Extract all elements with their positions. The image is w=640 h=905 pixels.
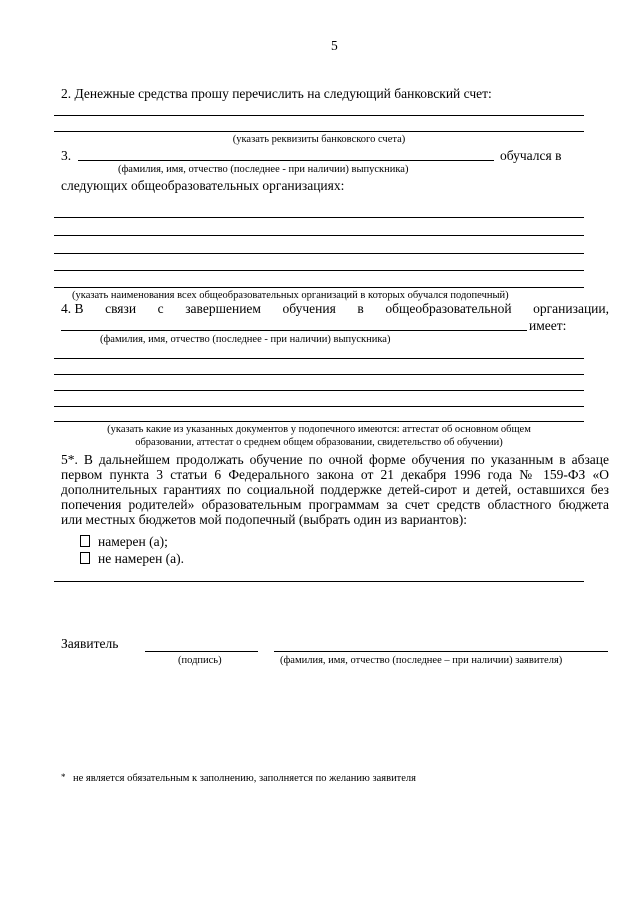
item4-word: общеобразовательной	[385, 301, 512, 316]
item2-blank-line-2[interactable]	[54, 131, 584, 132]
item5-option-intend[interactable]	[80, 534, 168, 550]
item4-word: в	[357, 301, 364, 316]
signature-name-caption: (фамилия, имя, отчество (последнее – при наличии) заявителя)	[280, 655, 563, 666]
item4-blank-line-4[interactable]	[54, 406, 584, 407]
item5-option-intend-label: намерен (а);	[98, 534, 168, 549]
item5-line: первом пункта 3 статьи 6 Федерального закона от 21 декабря 1996 года № 159-ФЗ «О	[61, 467, 609, 482]
item2-text: 2. Денежные средства прошу перечислить на следующий банковский счет:	[61, 86, 492, 101]
item4-name-caption: (фамилия, имя, отчество (последнее - при наличии) выпускника)	[100, 334, 391, 345]
checkbox-icon[interactable]	[80, 535, 90, 547]
item2-caption: (указать реквизиты банковского счета)	[232, 134, 406, 145]
item4-word: организации,	[533, 301, 609, 316]
item3-number: 3.	[61, 148, 72, 163]
footnote-text: не является обязательным к заполнению, заполняется по желанию заявителя	[73, 773, 417, 784]
item4-docs-caption-2: образовании, аттестат о среднем общем образовании, свидетельство об обучении)	[135, 437, 503, 448]
item4-suffix: имеет:	[529, 318, 567, 333]
item4-word: завершением	[185, 301, 261, 316]
signature-sign-line[interactable]	[145, 651, 258, 652]
checkbox-icon[interactable]	[80, 552, 90, 564]
item5-line: или местных бюджетов мой подопечный (выбрать один из вариантов):	[61, 512, 467, 527]
item3-blank-line-3[interactable]	[54, 253, 584, 254]
item3-blank-line-4[interactable]	[54, 270, 584, 271]
item2-blank-line-1[interactable]	[54, 115, 584, 116]
signature-name-line[interactable]	[274, 651, 608, 652]
item3-blank-line-1[interactable]	[54, 217, 584, 218]
item4-blank-line-2[interactable]	[54, 374, 584, 375]
item4-word: 4. В	[61, 301, 84, 316]
item3-name-line[interactable]	[78, 160, 494, 161]
item3-orgs-caption: (указать наименования всех общеобразовательных организаций в которых обучался подопечный)	[72, 290, 509, 301]
item3-blank-line-2[interactable]	[54, 235, 584, 236]
item4-first-line	[61, 301, 609, 317]
item5-line: попечения родителей» образовательным программам за счет средств областного бюджета	[61, 497, 609, 512]
item4-blank-line-3[interactable]	[54, 390, 584, 391]
item4-word: обучения	[282, 301, 336, 316]
item4-word: с	[157, 301, 164, 316]
item5-option-not-intend-label: не намерен (а).	[98, 551, 185, 566]
item5-option-not-intend[interactable]	[80, 551, 184, 567]
item3-blank-line-5[interactable]	[54, 287, 584, 288]
item5-separator-line	[54, 581, 584, 582]
item3-text-cont: следующих общеобразовательных организациях:	[61, 178, 345, 193]
item4-blank-line-5[interactable]	[54, 421, 584, 422]
signature-sign-caption: (подпись)	[178, 655, 222, 666]
item5-line: дополнительных гарантиях по социальной поддержке детей-сирот и детей, оставшихся без	[61, 482, 609, 497]
page-number: 5	[331, 38, 338, 53]
item4-docs-caption-1: (указать какие из указанных документов у подопечного имеются: аттестат об основном общем	[107, 424, 531, 435]
item3-name-caption: (фамилия, имя, отчество (последнее - при наличии) выпускника)	[118, 164, 409, 175]
footnote-mark: *	[61, 772, 66, 782]
item3-suffix: обучался в	[500, 148, 562, 163]
item4-blank-line-1[interactable]	[54, 358, 584, 359]
item4-name-line[interactable]	[61, 330, 527, 331]
item4-word: связи	[105, 301, 137, 316]
item5-line: 5*. В дальнейшем продолжать обучение по очной форме обучения по указанным в абзаце	[61, 452, 609, 467]
item5-paragraph	[61, 452, 609, 527]
signature-label: Заявитель	[61, 636, 119, 651]
